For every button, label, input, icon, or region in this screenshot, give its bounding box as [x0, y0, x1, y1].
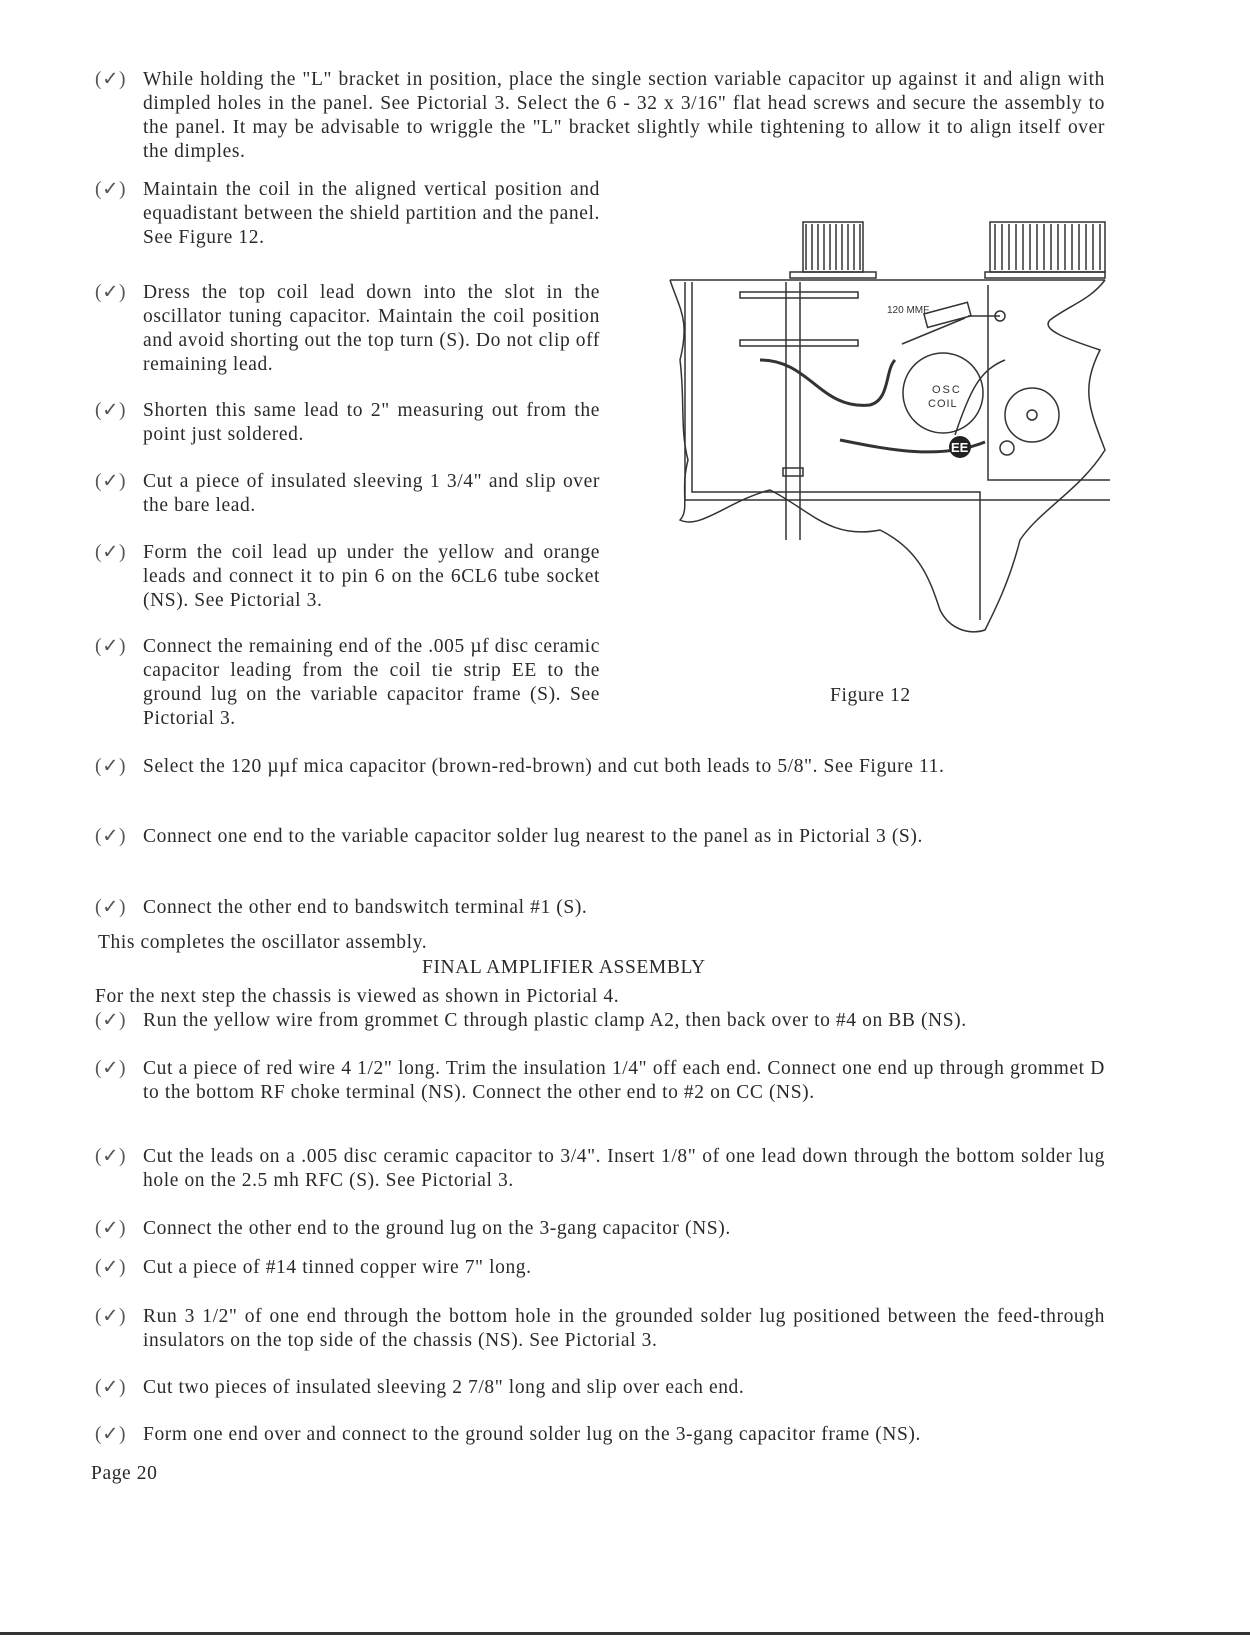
- step-run-wire-through-lug: (✓) Run 3 1/2" of one end through the bottom hole in the grounded solder lug positioned between the feed-through insulators on the top side of the chassis (NS). See Pictorial 3.: [95, 1306, 1105, 1351]
- section-intro: For the next step the chassis is viewed as shown in Pictorial 4.: [95, 986, 620, 1007]
- step-form-end-connect: (✓) Form one end over and connect to the ground solder lug on the 3-gang capacitor frame (NS).: [95, 1424, 921, 1445]
- page-number: Page 20: [91, 1463, 158, 1484]
- step-select-mica-capacitor: (✓) Select the 120 µµf mica capacitor (brown-red-brown) and cut both leads to 5/8". See Figure 11.: [95, 756, 945, 777]
- chassis-outline: [670, 280, 1105, 632]
- check-mark[interactable]: (✓): [95, 282, 127, 303]
- check-mark[interactable]: (✓): [95, 1424, 127, 1445]
- figure-12-illustration: [640, 210, 1110, 640]
- capacitor-label: 120 MMF: [887, 305, 930, 316]
- step-shorten-lead: (✓) Shorten this same lead to 2" measuring out from the point just soldered.: [95, 400, 600, 445]
- check-mark[interactable]: (✓): [95, 1058, 127, 1079]
- check-mark[interactable]: (✓): [95, 897, 127, 918]
- left-knob: [790, 222, 876, 278]
- step-align-capacitor: (✓) While holding the "L" bracket in position, place the single section variable capacitor up against it and align with dimpled holes in the panel. See Pictorial 3. Select the 6 - 32 x 3/16" flat head screws and secure the assembly to the panel. It may be advisable to wriggle the "L" bracket slightly while tightening to allow it to align itself over the dimples.: [95, 69, 1105, 162]
- step-form-coil-lead: (✓) Form the coil lead up under the yellow and orange leads and connect it to pin 6 on the 6CL6 tube socket (NS). See Pictorial 3.: [95, 542, 600, 611]
- check-mark[interactable]: (✓): [95, 69, 127, 90]
- step-cut-copper-wire: (✓) Cut a piece of #14 tinned copper wire 7" long.: [95, 1257, 532, 1278]
- figure-caption: Figure 12: [830, 685, 911, 706]
- section-heading: FINAL AMPLIFIER ASSEMBLY: [422, 957, 706, 978]
- step-cut-disc-leads: (✓) Cut the leads on a .005 disc ceramic capacitor to 3/4". Insert 1/8" of one lead down through the bottom solder lug hole on the 2.5 mh RFC (S). See Pictorial 3.: [95, 1146, 1105, 1191]
- capacitor-shaft: [786, 282, 800, 540]
- step-connect-ground-lug: (✓) Connect the other end to the ground lug on the 3-gang capacitor (NS).: [95, 1218, 731, 1239]
- page-edge: [0, 1632, 1250, 1635]
- osc-coil: [760, 302, 1005, 452]
- tube-socket-center: [1027, 410, 1037, 420]
- check-mark[interactable]: (✓): [95, 1306, 127, 1327]
- step-connect-disc-capacitor: (✓) Connect the remaining end of the .005 µf disc ceramic capacitor leading from the coil tie strip EE to the ground lug on the variable capacitor frame (S). See Pictorial 3.: [95, 636, 600, 729]
- check-mark[interactable]: (✓): [95, 756, 127, 777]
- step-cut-red-wire: (✓) Cut a piece of red wire 4 1/2" long. Trim the insulation 1/4" off each end. Connect one end up through grommet D to the bottom RF choke terminal (NS). Connect the other end to #2 on CC (NS).: [95, 1058, 1105, 1103]
- step-cut-two-sleeves: (✓) Cut two pieces of insulated sleeving 2 7/8" long and slip over each end.: [95, 1377, 745, 1398]
- step-cut-sleeving: (✓) Cut a piece of insulated sleeving 1 3/4" and slip over the bare lead.: [95, 471, 600, 516]
- check-mark[interactable]: (✓): [95, 636, 127, 657]
- check-mark[interactable]: (✓): [95, 1146, 127, 1167]
- check-mark[interactable]: (✓): [95, 1010, 127, 1031]
- step-maintain-coil: (✓) Maintain the coil in the aligned vertical position and equadistant between the shield partition and the panel. See Figure 12.: [95, 179, 600, 248]
- rotor-plate-bottom: [740, 340, 858, 346]
- check-mark[interactable]: (✓): [95, 826, 127, 847]
- screw-head: [1000, 441, 1014, 455]
- rotor-plate-top: [740, 292, 858, 298]
- tube-socket: [1005, 388, 1059, 442]
- check-mark[interactable]: (✓): [95, 400, 127, 421]
- step-connect-other-end: (✓) Connect the other end to bandswitch terminal #1 (S).: [95, 897, 588, 918]
- completion-note: This completes the oscillator assembly.: [98, 932, 428, 953]
- check-mark[interactable]: (✓): [95, 1257, 127, 1278]
- step-dress-lead: (✓) Dress the top coil lead down into the slot in the oscillator tuning capacitor. Maintain the coil position and avoid shorting out the top turn (S). Do not clip off remaining lead.: [95, 282, 600, 375]
- step-connect-one-end: (✓) Connect one end to the variable capacitor solder lug nearest to the panel as in Pictorial 3 (S).: [95, 826, 923, 847]
- coil-label-line1: OSC: [932, 384, 962, 396]
- check-mark[interactable]: (✓): [95, 1218, 127, 1239]
- check-mark[interactable]: (✓): [95, 471, 127, 492]
- tie-strip-label: EE: [951, 440, 969, 455]
- shield-partition: [988, 285, 1110, 480]
- coil-label-line2: COIL: [928, 398, 958, 410]
- check-mark[interactable]: (✓): [95, 542, 127, 563]
- check-mark[interactable]: (✓): [95, 1377, 127, 1398]
- right-knob: [985, 222, 1105, 278]
- check-mark[interactable]: (✓): [95, 179, 127, 200]
- step-run-yellow-wire: (✓) Run the yellow wire from grommet C through plastic clamp A2, then back over to #4 on BB (NS).: [95, 1010, 967, 1031]
